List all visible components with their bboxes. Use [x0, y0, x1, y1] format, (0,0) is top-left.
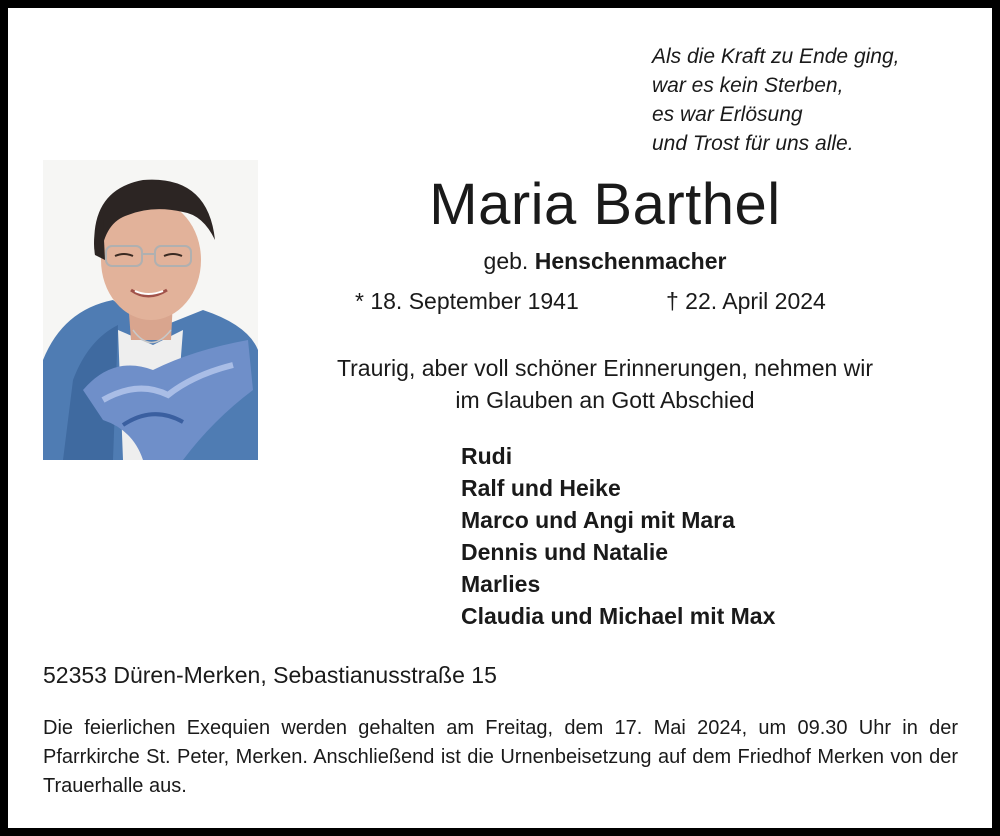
portrait-photo [43, 160, 258, 460]
birth-date: * 18. September 1941 [355, 288, 579, 314]
maiden-name-line [300, 246, 910, 276]
farewell-message [280, 352, 930, 416]
memorial-poem [652, 42, 899, 158]
born-prefix: geb. [483, 248, 529, 274]
mourners-list [461, 440, 775, 632]
mourner-entry: Marco und Angi mit Mara [461, 507, 735, 533]
mourner-entry: Dennis und Natalie [461, 539, 669, 565]
poem-line: es war Erlösung [652, 103, 803, 126]
deceased-name: Maria Barthel [429, 172, 781, 237]
poem-line: Als die Kraft zu Ende ging, [652, 45, 900, 68]
poem-line: und Trost für uns alle. [652, 132, 854, 155]
funeral-service-info: Die feierlichen Exequien werden gehalten am Freitag, dem 17. Mai 2024, um 09.30 Uhr in der Pfarrkirche St. Peter, Merken. Anschließend ist die Urnenbeisetzung auf dem Friedhof Merken von der Trauerhalle aus. [43, 717, 958, 797]
portrait-illustration [43, 160, 258, 460]
mourner-entry: Marlies [461, 571, 541, 597]
death-date: † 22. April 2024 [666, 288, 826, 314]
mourner-entry: Claudia und Michael mit Max [461, 603, 776, 629]
poem-line: war es kein Sterben, [652, 74, 844, 97]
mourner-entry: Ralf und Heike [461, 475, 621, 501]
maiden-name: Henschenmacher [534, 248, 727, 274]
farewell-line: im Glauben an Gott Abschied [455, 387, 755, 413]
mourner-entry: Rudi [461, 443, 513, 469]
family-address: 52353 Düren-Merken, Sebastianusstraße 15 [43, 662, 497, 688]
farewell-line: Traurig, aber voll schöner Erinnerungen, nehmen wir [336, 355, 874, 381]
